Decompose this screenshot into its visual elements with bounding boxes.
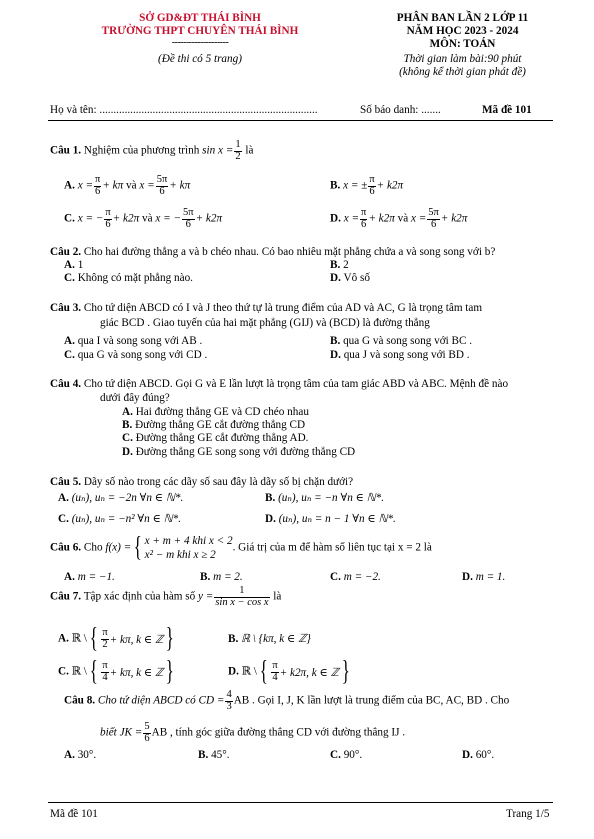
sbd-field-label: Số báo danh: .......	[360, 104, 441, 116]
q6-option-c[interactable]: C. m = −2.	[330, 571, 381, 583]
question-6: Câu 6. Cho f(x) ={ x + m + 4 khi x < 2 x² − m khi x ≥ 2 . Giá trị của m để hàm số liên tục tại x = 2 là	[50, 532, 432, 563]
q2-option-a[interactable]: A. 1	[64, 259, 84, 271]
q4-option-a[interactable]: A. Hai đường thẳng GE và CD chéo nhau	[122, 406, 309, 418]
q2-option-d[interactable]: D. Vô số	[330, 272, 370, 284]
q7-option-b[interactable]: B. ℝ \ {kπ, k ∈ ℤ}	[228, 633, 311, 645]
info-divider	[48, 120, 553, 121]
q1-option-a[interactable]: A. x = $\frac{\pi}{6}$ + kπ và x = $\frac{5\pi}{6}$ + kπ	[64, 174, 191, 197]
q6-option-d[interactable]: D. m = 1.	[462, 571, 506, 583]
q1-option-c[interactable]: C. x = − $\frac{\pi}{6}$ + k2π và x = − $\frac{5\pi}{6}$ + k2π	[64, 207, 223, 230]
school-year: NĂM HỌC 2023 - 2024	[406, 25, 519, 37]
exam-title: PHÂN BAN LẦN 2 LỚP 11	[396, 12, 529, 24]
q8-option-c[interactable]: C. 90°.	[330, 749, 363, 761]
question-3-line2: giác BCD . Giao tuyến của hai mặt phẳng (GIJ) và (BCD) là đường thẳng	[100, 317, 430, 329]
q1-option-d[interactable]: D. x = $\frac{\pi}{6}$ + k2π và x = $\frac{5\pi}{6}$ + k2π	[330, 207, 468, 230]
q8-option-b[interactable]: B. 45°.	[198, 749, 230, 761]
q3-option-c[interactable]: C. qua G và song song với CD .	[64, 349, 208, 361]
q7-option-d[interactable]: D. ℝ \{ $\frac{\pi}{4}$ + k2π, k ∈ ℤ}	[228, 656, 350, 687]
exam-code: Mã đề 101	[482, 104, 532, 116]
subject: MÔN: TOÁN	[429, 38, 496, 50]
q1-option-b[interactable]: B. x = ± $\frac{\pi}{6}$ + k2π	[330, 174, 404, 197]
question-8: Câu 8. Cho tứ diện ABCD có CD = $\frac{4}{3}$ AB . Gọi I, J, K lần lượt là trung điểm của BC, AC, BD . Cho	[64, 689, 510, 712]
q7-option-a[interactable]: A. ℝ \{ $\frac{\pi}{2}$ + kπ, k ∈ ℤ}	[58, 623, 175, 654]
q8-option-a[interactable]: A. 30°.	[64, 749, 97, 761]
q5-option-b[interactable]: B. (uₙ), uₙ = −n ∀n ∈ ℕ*.	[265, 492, 385, 504]
q5-option-d[interactable]: D. (uₙ), uₙ = n − 1 ∀n ∈ ℕ*.	[265, 513, 396, 525]
q4-option-d[interactable]: D. Đường thẳng GE song song với đường thẳng CD	[122, 446, 356, 458]
q2-option-c[interactable]: C. Không có mặt phẳng nào.	[64, 272, 193, 284]
exam-time-note: (không kể thời gian phát đề)	[399, 66, 526, 78]
footer-exam-code: Mã đề 101	[50, 808, 98, 820]
question-text: Nghiệm của phương trình	[83, 144, 200, 157]
q5-option-c[interactable]: C. (uₙ), uₙ = −n² ∀n ∈ ℕ*.	[58, 513, 181, 525]
question-label: Câu 1.	[50, 144, 82, 157]
pages-note: (Đề thi có 5 trang)	[158, 53, 242, 65]
q3-option-a[interactable]: A. qua I và song song với AB .	[64, 335, 203, 347]
question-1: Câu 1. Nghiệm của phương trình sin x = $\frac{1}{2}$ là	[50, 139, 254, 162]
q8-option-d[interactable]: D. 60°.	[462, 749, 495, 761]
name-field-label: Họ và tên: ..............................................................................	[50, 104, 318, 116]
q3-option-d[interactable]: D. qua J và song song với BD .	[330, 349, 470, 361]
q6-option-b[interactable]: B. m = 2.	[200, 571, 243, 583]
question-3: Câu 3. Cho tứ diện ABCD có I và J theo thứ tự là trung điểm của AD và AC, G là trọng tâm tam	[50, 302, 483, 314]
dept-name: SỞ GD&ĐT THÁI BÌNH	[139, 12, 261, 24]
q4-option-b[interactable]: B. Đường thẳng GE cắt đường thẳng CD	[122, 419, 306, 431]
q7-option-c[interactable]: C. ℝ \{ $\frac{\pi}{4}$ + kπ, k ∈ ℤ}	[58, 656, 175, 687]
q6-option-a[interactable]: A. m = −1.	[64, 571, 115, 583]
question-7: Câu 7. Tập xác định của hàm số y = $\frac{1}{\text{sin x − cos x}}$ là	[50, 585, 282, 608]
exam-time: Thời gian làm bài:90 phút	[403, 53, 522, 65]
q3-option-b[interactable]: B. qua G và song song với BC .	[330, 335, 473, 347]
q4-option-c[interactable]: C. Đường thẳng GE cắt đường thẳng AD.	[122, 432, 309, 444]
question-2: Câu 2. Cho hai đường thẳng a và b chéo nhau. Có bao nhiêu mặt phẳng chứa a và song song với b?	[50, 246, 496, 258]
footer-page-number: Trang 1/5	[506, 808, 550, 820]
school-name: TRƯỜNG THPT CHUYÊN THÁI BÌNH	[101, 25, 299, 37]
header-dashes: --------------------	[171, 37, 229, 48]
question-4-line2: dưới đây đúng?	[100, 392, 170, 404]
footer-divider	[48, 802, 553, 803]
q2-option-b[interactable]: B. 2	[330, 259, 349, 271]
q5-option-a[interactable]: A. (uₙ), uₙ = −2n ∀n ∈ ℕ*.	[58, 492, 184, 504]
question-8-line2: biết JK = $\frac{5}{6}$ AB , tính góc giữa đường thẳng CD với đường thẳng IJ .	[100, 721, 406, 744]
question-4: Câu 4. Cho tứ diện ABCD. Gọi G và E lần lượt là trọng tâm của tam giác ABD và ABC. Mệnh đề nào	[50, 378, 509, 390]
question-5: Câu 5. Dãy số nào trong các dãy số sau đây là dãy số bị chặn dưới?	[50, 476, 354, 488]
question-tail: là	[245, 144, 254, 157]
